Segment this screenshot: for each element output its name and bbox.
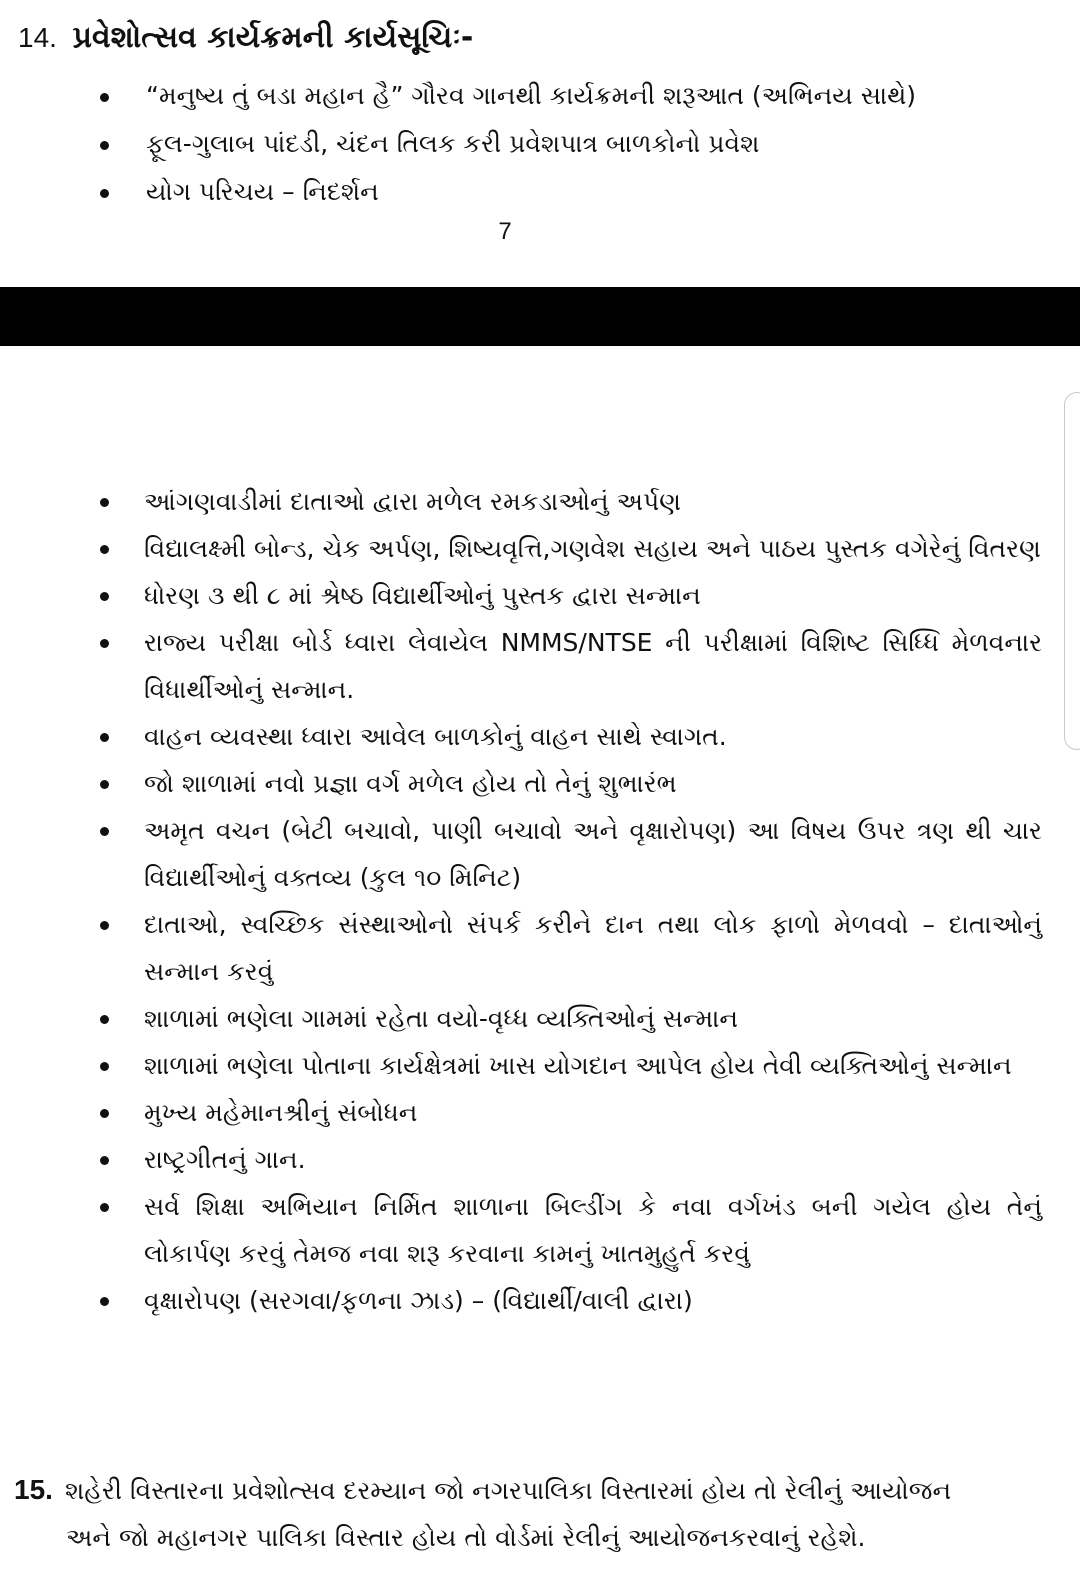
bullet-icon [100,1297,109,1306]
list-item-text: મુખ્ય મહેમાનશ્રીનું સંબોધન [144,1098,418,1127]
list-item [96,478,1042,525]
page-break-bar [0,287,1080,346]
bullet-icon [100,1015,109,1024]
list-item-text: વિદ્યાલક્ષ્મી બોન્ડ, ચેક અર્પણ, શિષ્યવૃત્તિ,ગણવેશ સહાય અને પાઠય પુસ્તક વગેરેનું વિતરણ [144,534,1041,563]
list-item-text: દાતાઓ, સ્વચ્છિક સંસ્થાઓનો સંપર્ક કરીને દાન તથા લોક ફાળો મેળવવો – દાતાઓનું સન્માન કરવું [144,910,1042,986]
bullet-icon [100,780,109,789]
list-item [96,1183,1042,1277]
list-item-text: શાળામાં ભણેલા પોતાના કાર્યક્ષેત્રમાં ખાસ યોગદાન આપેલ હોય તેવી વ્યક્તિઓનું સન્માન [144,1051,1012,1080]
list-item-text: રાજ્ય પરીક્ષા બોર્ડ ધ્વારા લેવાયેલ NMMS/NTSE ની પરીક્ષામાં વિશિષ્ટ સિધ્ધિ મેળવનાર વિધાર્થીઓનું સન્માન. [144,628,1042,704]
list-item-text: આંગણવાડીમાં દાતાઓ દ્વારા મળેલ રમકડાઓનું અર્પણ [144,487,681,516]
list-item [96,713,1042,760]
section-14-list-continued [96,478,1042,1324]
list-item-text: ધોરણ ૩ થી ૮ માં શ્રેષ્ઠ વિદ્યાર્થીઓનું પુસ્તક દ્વારા સન્માન [144,581,701,610]
bullet-icon [100,1062,109,1071]
section-14-list-top [96,76,1046,220]
section-15-number: 15. [14,1474,53,1505]
list-item [96,901,1042,995]
list-item [96,1277,1042,1324]
list-item-text: ફૂલ-ગુલાબ પાંદડી, ચંદન તિલક કરી પ્રવેશપાત્ર બાળકોનો પ્રવેશ [146,129,760,158]
list-item-text: શાળામાં ભણેલા ગામમાં રહેતા વયો-વૃધ્ધ વ્યક્તિઓનું સન્માન [144,1004,738,1033]
bullet-icon [100,189,109,198]
list-item [96,1089,1042,1136]
list-item [96,1042,1042,1089]
list-item [96,760,1042,807]
section-14-title: પ્રવેશોત્સવ કાર્યક્રમની કાર્યસૂચિઃ- [72,20,474,55]
bullet-icon [100,639,109,648]
list-item [96,76,1046,124]
bullet-icon [100,93,109,102]
bullet-icon [100,141,109,150]
list-item-text: વાહન વ્યવસ્થા ધ્વારા આવેલ બાળકોનું વાહન સાથે સ્વાગત. [144,722,727,751]
bullet-icon [100,733,109,742]
list-item-text: “મનુષ્ય તું બડા મહાન હૈ” ગૌરવ ગાનથી કાર્યક્રમની શરૂઆત (અભિનય સાથે) [146,81,917,110]
section-14-number: 14. [18,22,57,53]
list-item-text: વૃક્ષારોપણ (સરગવા/ફળના ઝાડ) – (વિદ્યાર્થી/વાલી દ્વારા) [144,1286,693,1315]
list-item [96,807,1042,901]
section-15-line-2: અને જો મહાનગર પાલિકા વિસ્તાર હોય તો વોર્ડમાં રેલીનું આયોજનકરવાનું રહેશે. [66,1523,866,1552]
bullet-icon [100,827,109,836]
bullet-icon [100,921,109,930]
list-item [96,995,1042,1042]
bullet-icon [100,592,109,601]
list-item [96,172,1046,220]
page-number: 7 [498,218,512,245]
bullet-icon [100,1109,109,1118]
page-top [0,0,1080,287]
bullet-icon [100,498,109,507]
list-item-text: જો શાળામાં નવો પ્રજ્ઞા વર્ગ મળેલ હોય તો તેનું શુભારંભ [144,769,677,798]
scroll-handle[interactable] [1064,392,1080,750]
bullet-icon [100,1203,109,1212]
section-15-paragraph [14,1466,1024,1561]
section-14-heading [18,20,473,55]
section-15-line-1: શહેરી વિસ્તારના પ્રવેશોત્સવ દરમ્યાન જો નગરપાલિકા વિસ્તારમાં હોય તો રેલીનું આયોજન [64,1476,952,1505]
list-item [96,525,1042,572]
bullet-icon [100,545,109,554]
list-item [96,619,1042,713]
list-item-text: સર્વ શિક્ષા અભિયાન નિર્મિત શાળાના બિલ્ડીંગ કે નવા વર્ગખંડ બની ગયેલ હોય તેનું લોકાર્પણ કરવું તેમજ નવા શરૂ કરવાના કામનું ખાતમુહુર્ત કરવું [144,1192,1042,1268]
list-item-text: યોગ પરિચય – નિદર્શન [146,177,379,206]
bullet-icon [100,1156,109,1165]
list-item [96,124,1046,172]
list-item [96,1136,1042,1183]
list-item-text: અમૃત વચન (બેટી બચાવો, પાણી બચાવો અને વૃક્ષારોપણ) આ વિષય ઉપર ત્રણ થી ચાર વિદ્યાર્થીઓનું વક્તવ્ય (કુલ ૧૦ મિનિટ) [144,816,1042,892]
list-item-text: રાષ્ટ્રગીતનું ગાન. [144,1145,306,1174]
list-item [96,572,1042,619]
